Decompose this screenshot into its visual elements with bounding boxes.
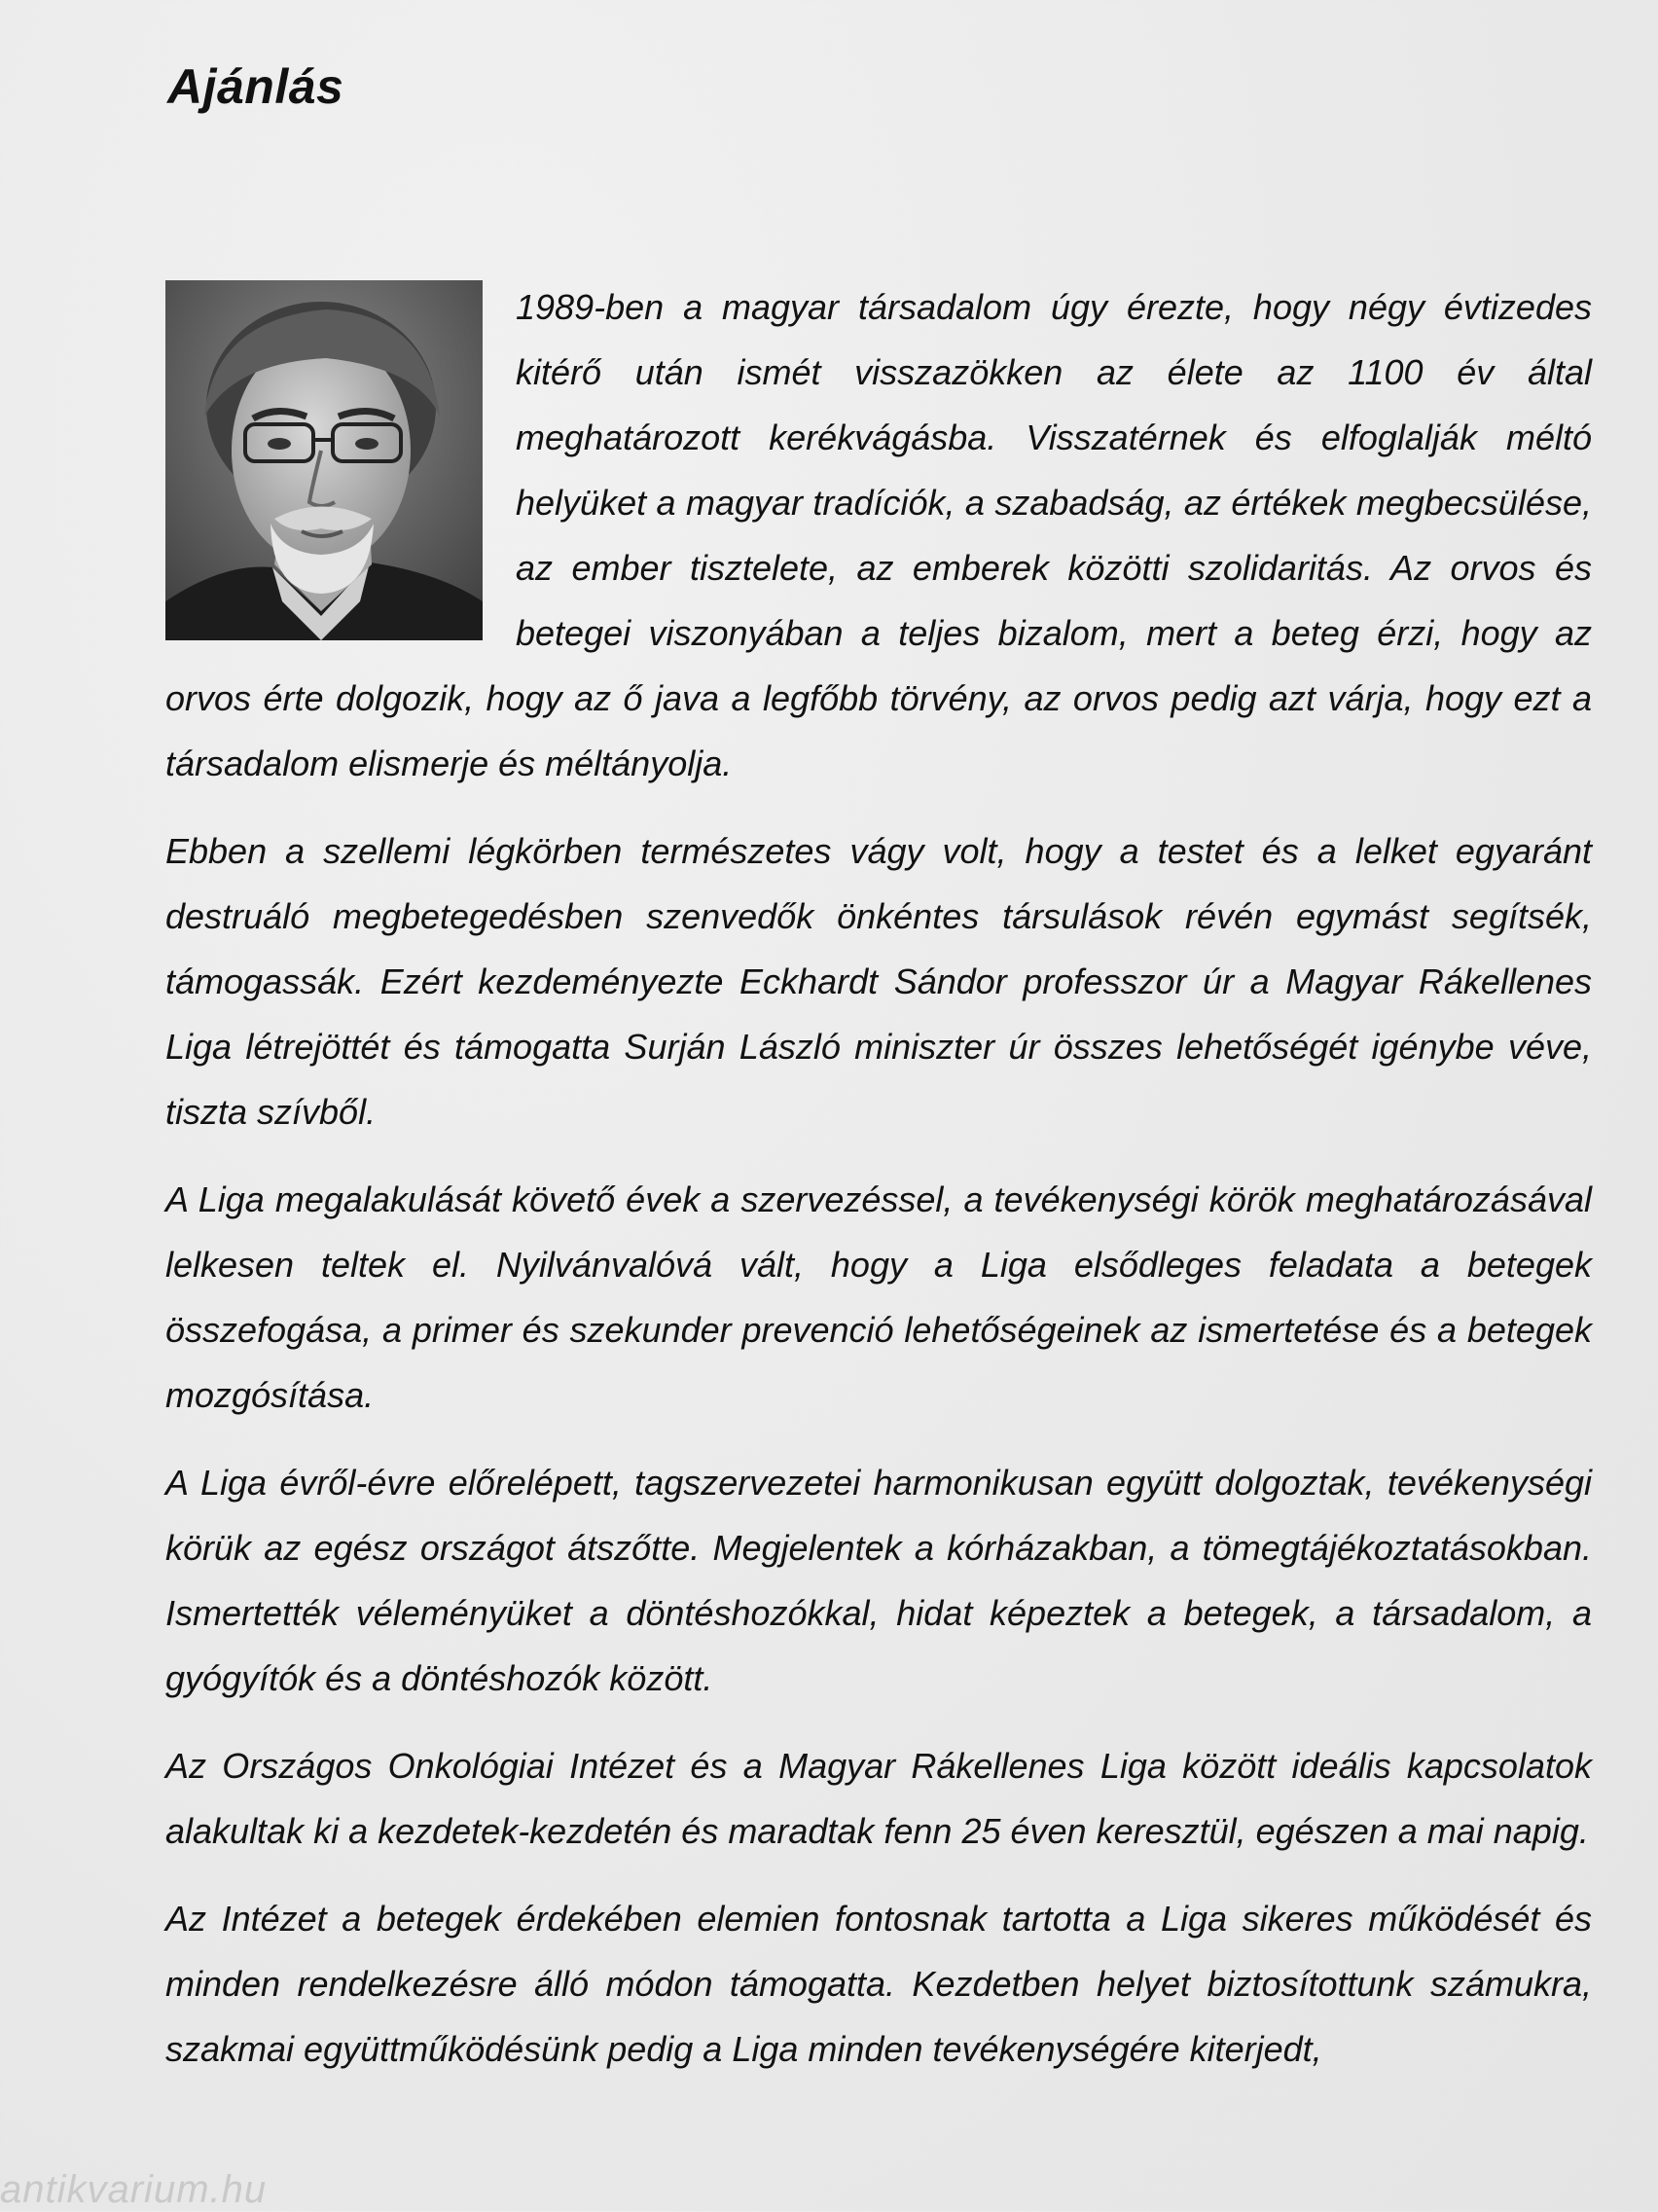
paragraph-5: Az Országos Onkológiai Intézet és a Magyar Rákellenes Liga között ideális kapcsolatok alakultak ki a kezdetek-kezdetén és maradtak fenn 25 éven keresztül, egészen a mai napig.	[165, 1746, 1592, 1851]
paragraph-2: Ebben a szellemi légkörben természetes vágy volt, hogy a testet és a lelket egyaránt destruáló megbetegedésben szenvedők önkéntes társulások révén egymást segítsék, támogassák. Ezért kezdeményezte Eckhardt Sándor professzor úr a Magyar Rákellenes Liga létrejöttét és támogatta Surján László miniszter úr összes lehetőségét igénybe véve, tiszta szívből.	[165, 831, 1592, 1132]
paragraph-3: A Liga megalakulását követő évek a szervezéssel, a tevékenységi körök meghatározásával lelkesen teltek el. Nyilvánvalóvá vált, hogy a Liga elsődleges feladata a betegek összefogása, a primer és szekunder prevenció lehetőségeinek az ismertetése és a betegek mozgósítása.	[165, 1179, 1592, 1415]
paragraph-6: Az Intézet a betegek érdekében elemien fontosnak tartotta a Liga sikeres működését és minden rendelkezésre álló módon támogatta. Kezdetben helyet biztosítottunk számukra, szakmai együttműködésünk pedig a Liga minden tevékenységére kiterjedt,	[165, 1899, 1592, 2069]
page-title: Ajánlás	[167, 59, 344, 114]
paragraph-1: 1989-ben a magyar társadalom úgy érezte, hogy négy évtizedes kitérő után ismét visszazökken az élete az 1100 év által meghatározott kerékvágásba. Visszatérnek és elfoglalják méltó helyüket a magyar tradíciók, a szabadság, az értékek megbecsülése, az ember tisztelete, az emberek közötti szolidaritás. Az orvos és betegei viszonyában a teljes bizalom, mert a beteg érzi, hogy az orvos érte dolgozik, hogy az ő java a legfőbb törvény, az orvos pedig azt várja, hogy ezt a társadalom elismerje és méltányolja.	[165, 287, 1592, 783]
portrait-spacer	[165, 274, 516, 664]
paragraph-4: A Liga évről-évre előrelépett, tagszervezetei harmonikusan együtt dolgoztak, tevékenységi körük az egész országot átszőtte. Megjelentek a kórházakban, a tömegtájékoztatásokban. Ismertették véleményüket a döntéshozókkal, hidat képeztek a betegek, a társadalom, a gyógyítók és a döntéshozók között.	[165, 1463, 1592, 1698]
watermark: antikvarium.hu	[0, 2168, 268, 2211]
article-body	[165, 274, 1592, 2104]
